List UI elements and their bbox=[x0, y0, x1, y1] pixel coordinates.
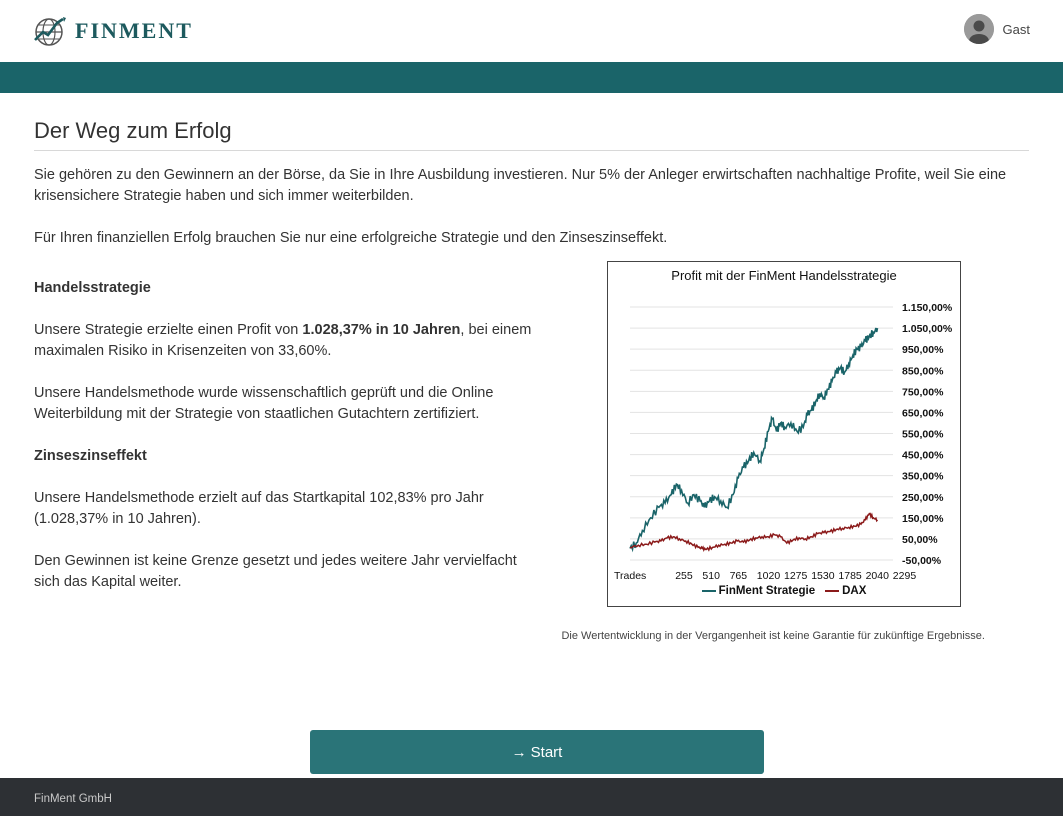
x-tick-label: 1530 bbox=[811, 570, 835, 582]
start-button[interactable] bbox=[310, 730, 764, 774]
y-tick-label: 750,00% bbox=[902, 386, 944, 399]
y-tick-label: 150,00% bbox=[902, 512, 944, 525]
legend-swatch-dax bbox=[825, 590, 839, 592]
arrow-right-icon: → bbox=[511, 743, 527, 761]
chart-plot bbox=[608, 262, 960, 606]
strategy-p1-post: , bei einem maximalen Risiko in Krisenzeiten von 33,60%. bbox=[34, 322, 532, 359]
x-tick-label: Trades bbox=[614, 570, 647, 582]
intro-text-2: Für Ihren finanziellen Erfolg brauchen Sie nur eine erfolgreiche Strategie und den Zinseszinseffekt. bbox=[34, 230, 668, 246]
y-tick-label: 50,00% bbox=[902, 533, 938, 546]
start-button-label: Start bbox=[530, 743, 563, 761]
legend-swatch-finment bbox=[702, 590, 716, 592]
y-tick-label: 950,00% bbox=[902, 344, 944, 357]
x-tick-label: 255 bbox=[675, 570, 693, 582]
footer bbox=[0, 778, 1063, 816]
strategy-heading: Handelsstrategie bbox=[34, 280, 151, 296]
intro-text: Sie gehören zu den Gewinnern an der Börse, da Sie in Ihre Ausbildung investieren. Nur 5% der Anleger erwirtschaften nachhaltige Profite, weil Sie eine krisensichere Strategie haben und sich immer weiterbilden. bbox=[34, 167, 1007, 204]
user-name[interactable]: Gast bbox=[1002, 21, 1030, 37]
compound-paragraph-1: Unsere Handelsmethode erzielt auf das Startkapital 102,83% pro Jahr (1.028,37% in 10 Jahren). bbox=[34, 490, 484, 527]
compound-heading: Zinseszinseffekt bbox=[34, 448, 147, 464]
legend-label-dax: DAX bbox=[842, 585, 867, 597]
footer-company: FinMent GmbH bbox=[34, 793, 112, 805]
y-tick-label: 350,00% bbox=[902, 470, 944, 483]
strategy-p1-bold: 1.028,37% in 10 Jahren bbox=[302, 322, 461, 338]
user-avatar-icon[interactable] bbox=[964, 14, 994, 44]
strategy-p1-pre: Unsere Strategie erzielte einen Profit von bbox=[34, 322, 303, 338]
y-tick-label: 450,00% bbox=[902, 449, 944, 462]
y-tick-label: 550,00% bbox=[902, 428, 944, 441]
brand-name: FINMENT bbox=[75, 18, 193, 43]
main-content bbox=[34, 93, 1029, 249]
strategy-paragraph-1 bbox=[34, 320, 534, 362]
x-tick-label: 510 bbox=[702, 570, 720, 582]
x-tick-label: 2295 bbox=[892, 570, 917, 582]
x-tick-label: 1020 bbox=[756, 570, 781, 582]
header bbox=[0, 0, 1063, 62]
y-tick-label: -50,00% bbox=[902, 555, 942, 567]
brand-logo[interactable] bbox=[33, 14, 193, 48]
header-band bbox=[0, 62, 1063, 93]
y-tick-label: 650,00% bbox=[902, 407, 944, 420]
page-title: Der Weg zum Erfolg bbox=[34, 118, 1029, 151]
strategy-paragraph-2: Unsere Handelsmethode wurde wissenschaftlich geprüft und die Online Weiterbildung mit der Strategie von staatlichen Gutachtern zertifiziert. bbox=[34, 385, 494, 422]
profit-chart bbox=[607, 261, 961, 607]
y-tick-label: 850,00% bbox=[902, 365, 944, 378]
y-tick-label: 1.050,00% bbox=[902, 323, 953, 336]
y-tick-label: 1.150,00% bbox=[902, 302, 953, 314]
chart-title: Profit mit der FinMent Handelsstrategie bbox=[671, 268, 897, 283]
user-menu[interactable] bbox=[964, 14, 1030, 44]
x-tick-label: 1275 bbox=[784, 570, 808, 582]
chart-legend bbox=[608, 585, 960, 597]
legend-item-dax bbox=[825, 585, 866, 597]
legend-item-finment bbox=[702, 585, 815, 597]
legend-label-finment: FinMent Strategie bbox=[718, 585, 816, 597]
globe-chart-icon bbox=[33, 15, 67, 47]
strategy-section bbox=[34, 278, 534, 593]
x-tick-label: 2040 bbox=[865, 570, 889, 582]
x-tick-label: 765 bbox=[729, 570, 748, 582]
y-tick-label: 250,00% bbox=[902, 491, 944, 504]
series-line-dax bbox=[630, 514, 878, 551]
x-tick-label: 1785 bbox=[838, 570, 862, 582]
disclaimer-text: Die Wertentwicklung in der Vergangenheit ist keine Garantie für zukünftige Ergebnisse. bbox=[561, 630, 985, 642]
compound-paragraph-2: Den Gewinnen ist keine Grenze gesetzt und jedes weitere Jahr vervielfacht sich das Kapital weiter. bbox=[34, 553, 517, 590]
series-line-finment bbox=[630, 328, 878, 549]
